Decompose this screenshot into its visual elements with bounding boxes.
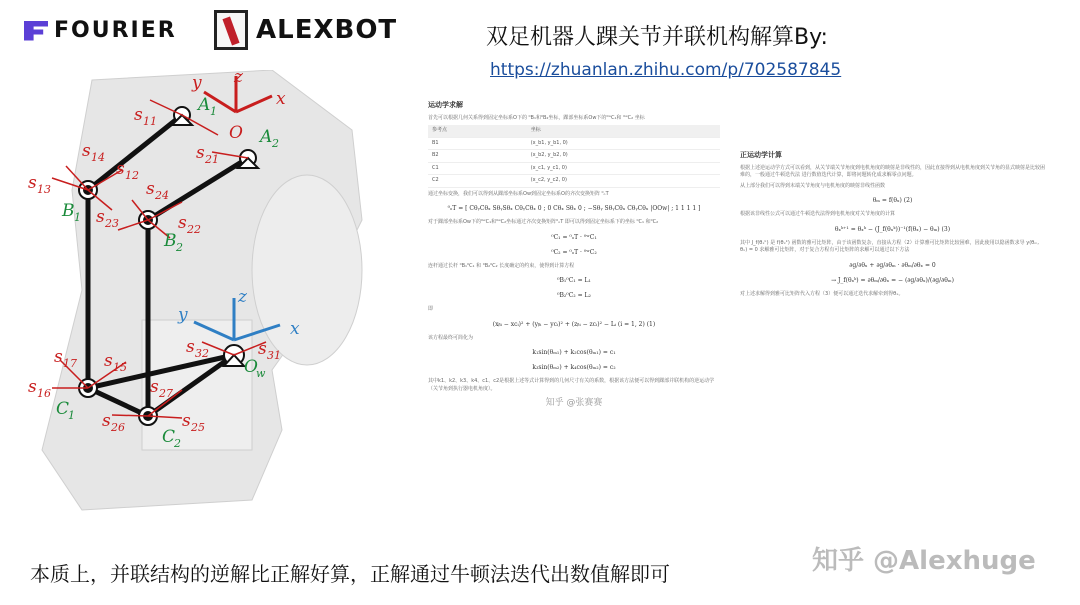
- equation: (xᵦᵢ − xcᵢ)² + (yᵦᵢ − ycᵢ)² + (zᵦᵢ − zcᵢ)² − Lᵢ (i = 1, 2) (1): [492, 320, 656, 328]
- equation: ∂g/∂θₓ + ∂g/∂θₘ · ∂θₘ/∂θₓ = 0: [849, 261, 936, 269]
- slide-title: 双足机器人踝关节并联机构解算By:: [486, 25, 828, 50]
- label-s27: s: [150, 377, 159, 397]
- excerpt-heading: 运动学求解: [428, 101, 463, 109]
- table-cell: B1: [428, 137, 527, 150]
- label-Ow: O: [244, 357, 258, 377]
- label-s23-sub: 23: [105, 217, 119, 230]
- label-A2: A: [260, 127, 273, 147]
- label-s24: s: [146, 179, 155, 199]
- table-cell: (x_b2, y_b2, 0): [527, 150, 720, 163]
- label-s14-sub: 14: [91, 151, 105, 164]
- table-row: [428, 162, 720, 175]
- excerpt-paragraph: 连杆通过长杆 ⁰B₁⁰C₁ 和 ⁰B₂⁰C₂ 长度确定的约束，使得到计算方程: [428, 262, 575, 269]
- label-s11: s: [134, 105, 143, 125]
- label-B2: B: [164, 231, 177, 251]
- label-s25: s: [182, 411, 191, 431]
- label-s22-sub: 22: [187, 223, 201, 236]
- transform-matrix: ⁰ₒT = [ CθᵧCθₓ SθᵧSθₓ CθᵧCθₓ 0 ; 0 Cθₓ Sθₓ 0 ; −Sθᵧ SθᵧCθₓ CθᵧCθₓ |OOw| ; 1 1 1 1 ]: [447, 205, 701, 212]
- excerpt-paragraph: 其中k1、k2、k3、k4、c1、c2是根据上述等式计算得到的几何尺寸有关的系数，根据该方法便可以得到踝部并联机构的逆运动学（关节角到执行器电机角度）。: [428, 378, 715, 392]
- forward-kinematics-excerpt: [740, 150, 1045, 425]
- label-Ow-sub: w: [256, 367, 266, 380]
- label-A2-sub: 2: [272, 137, 279, 150]
- ankle-mechanism-figure: [22, 70, 432, 520]
- alexbot-logo-icon: [214, 10, 248, 50]
- excerpt-heading: 正运动学计算: [740, 151, 782, 159]
- table-cell: (x_c1, y_c1, 0): [527, 162, 720, 175]
- conclusion-text: 本质上，并联结构的逆解比正解好算，正解通过牛顿法迭代出数值解即可: [30, 562, 670, 586]
- table-cell: C2: [428, 175, 527, 188]
- reference-link[interactable]: https://zhuanlan.zhihu.com/p/702587845: [490, 60, 842, 80]
- equation: ⁰C₂ = ⁰ₒT · ⁰ʷC₂: [551, 248, 597, 256]
- equation: → J_f(θₓᵏ) = ∂θₘ/∂θₓ = − (∂g/∂θₓ)/(∂g/∂θₘ): [831, 276, 954, 284]
- table-cell: (x_b1, y_b1, 0): [527, 137, 720, 150]
- label-s13-sub: 13: [37, 183, 51, 196]
- label-s15: s: [104, 351, 113, 371]
- label-s26-sub: 26: [111, 421, 125, 434]
- label-A1: A: [198, 95, 211, 115]
- fourier-logo: [24, 18, 177, 43]
- table-header-cell: 参考点: [428, 125, 527, 137]
- label-s14: s: [82, 141, 91, 161]
- equation: k₃sin(θₘ₂) + k₄cos(θₘ₂) = c₂: [532, 364, 616, 371]
- excerpt-paragraph: 从上部分我们可以得到末端关节角度与电机角度的映射非线性函数: [740, 182, 886, 189]
- label-s31: s: [258, 339, 267, 359]
- label-s23: s: [96, 207, 105, 227]
- table-cell: C1: [428, 162, 527, 175]
- excerpt-paragraph: 对上述求解得到雅可比矩阵代入方程（3）便可以通过迭代求解牵到得θₓ。: [740, 290, 904, 297]
- alexbot-logo-text: ALEXBOT: [256, 15, 398, 45]
- label-s21: s: [196, 143, 205, 163]
- label-B1: B: [62, 201, 75, 221]
- label-s27-sub: 27: [159, 387, 173, 400]
- label-s17: s: [54, 347, 63, 367]
- excerpt-paragraph: 该方程最终可简化为: [428, 334, 474, 341]
- table-row: [428, 150, 720, 163]
- excerpt-paragraph: 通过坐标变换，我们可以得到从踝部坐标系Ow到固定坐标系O的齐次变换矩阵 ⁰ₒT: [428, 190, 609, 197]
- table-header-row: [428, 125, 720, 137]
- label-s15-sub: 15: [113, 361, 127, 374]
- coordinate-table: [428, 125, 720, 188]
- label-C1-sub: 1: [68, 409, 75, 422]
- label-s25-sub: 25: [191, 421, 205, 434]
- zhihu-watermark: 知乎 @Alexhuge: [812, 546, 1036, 576]
- excerpt-paragraph: 即: [428, 306, 434, 312]
- label-s17-sub: 17: [63, 357, 77, 370]
- excerpt-paragraph: 根据该非线性公式可以通过牛顿迭代法得到电机角度对关节角度的计算: [740, 211, 896, 217]
- label-s12: s: [116, 159, 125, 179]
- table-row: [428, 137, 720, 150]
- equation: ⁰C₁ = ⁰ₒT · ⁰ʷC₁: [551, 233, 597, 241]
- label-z: z: [234, 70, 243, 87]
- excerpt-paragraph: 根据上述逆运动学方式可以看到，从关节端关节角度到电机角度的映射是非线性的，因此直接得到从电机角度到关节角的显式映射是比较困难的，一般通过牛顿迭代法 进行数值迭代计算，即将问题转化成求解零点问题。: [740, 164, 1046, 178]
- excerpt-watermark: 知乎 @张赛赛: [545, 398, 603, 408]
- label-C2: C: [162, 427, 176, 447]
- label-s21-sub: 21: [205, 153, 219, 166]
- label-y: y: [192, 73, 202, 93]
- label-C2-sub: 2: [174, 437, 181, 450]
- label-s32-sub: 32: [195, 347, 209, 360]
- fourier-logo-icon: [24, 21, 48, 41]
- label-B2-sub: 2: [176, 241, 183, 254]
- excerpt-paragraph: 对于踝部坐标系Ow下的⁰ʷC₁和⁰ʷC₂坐标通过齐次变换矩阵⁰ₒT 即可以得到固定坐标系下的坐标 ⁰C₁ 和⁰C₂: [428, 219, 659, 225]
- table-header-cell: 坐标: [527, 125, 720, 137]
- label-s12-sub: 12: [125, 169, 139, 182]
- label-s31-sub: 31: [267, 349, 281, 362]
- inverse-kinematics-excerpt: [428, 100, 720, 510]
- label-C1: C: [56, 399, 70, 419]
- label-y-ankle: y: [178, 305, 188, 325]
- label-A1-sub: 1: [210, 105, 217, 118]
- label-B1-sub: 1: [74, 211, 81, 224]
- table-cell: B2: [428, 150, 527, 163]
- label-s16-sub: 16: [37, 387, 51, 400]
- equation: θₘ = f(θₓ) (2): [872, 197, 913, 204]
- label-s24-sub: 24: [155, 189, 169, 202]
- label-s32: s: [186, 337, 195, 357]
- equation: k₁sin(θₘ₁) + k₂cos(θₘ₁) = c₁: [532, 349, 616, 356]
- label-O: O: [229, 123, 243, 143]
- fourier-logo-text: FOURIER: [54, 18, 177, 43]
- excerpt-paragraph: 首先可以根据几何关系得到固定坐标系O下的 ⁰B₁和⁰B₂坐标，踝部坐标系Ow下的⁰ʷC₁和 ⁰ʷC₂ 坐标: [428, 114, 645, 121]
- table-cell: (x_c2, y_c2, 0): [527, 175, 720, 188]
- label-x: x: [276, 89, 286, 109]
- alexbot-logo: [214, 10, 397, 50]
- equation: ⁰B₁⁰C₁ = L₁: [557, 277, 591, 284]
- label-s16: s: [28, 377, 37, 397]
- label-x-ankle: x: [290, 319, 300, 339]
- label-s26: s: [102, 411, 111, 431]
- equation: ⁰B₂⁰C₂ = L₂: [557, 292, 591, 299]
- label-z-ankle: z: [238, 287, 247, 307]
- label-s13: s: [28, 173, 37, 193]
- label-s11-sub: 11: [143, 115, 157, 128]
- excerpt-paragraph: 其中 J_f(θₓᵏ) 是 f(θₓᵏ) 函数的雅可比矩阵，由于该函数复杂，直接从方程（2）计算雅可比矩阵比较困难，因此使用以隐函数求导 y(θₘ, θₓ) = 0 求解雅可比矩阵，对于复合方程有可比矩阵的求解可以通过以下方法: [740, 239, 1039, 253]
- equation: θₓᵏ⁺¹ = θₓᵏ − (J_f(θₓᵏ))⁻¹(f(θₓ) − θₘ) (3): [834, 225, 951, 233]
- label-s22: s: [178, 213, 187, 233]
- table-row: [428, 175, 720, 188]
